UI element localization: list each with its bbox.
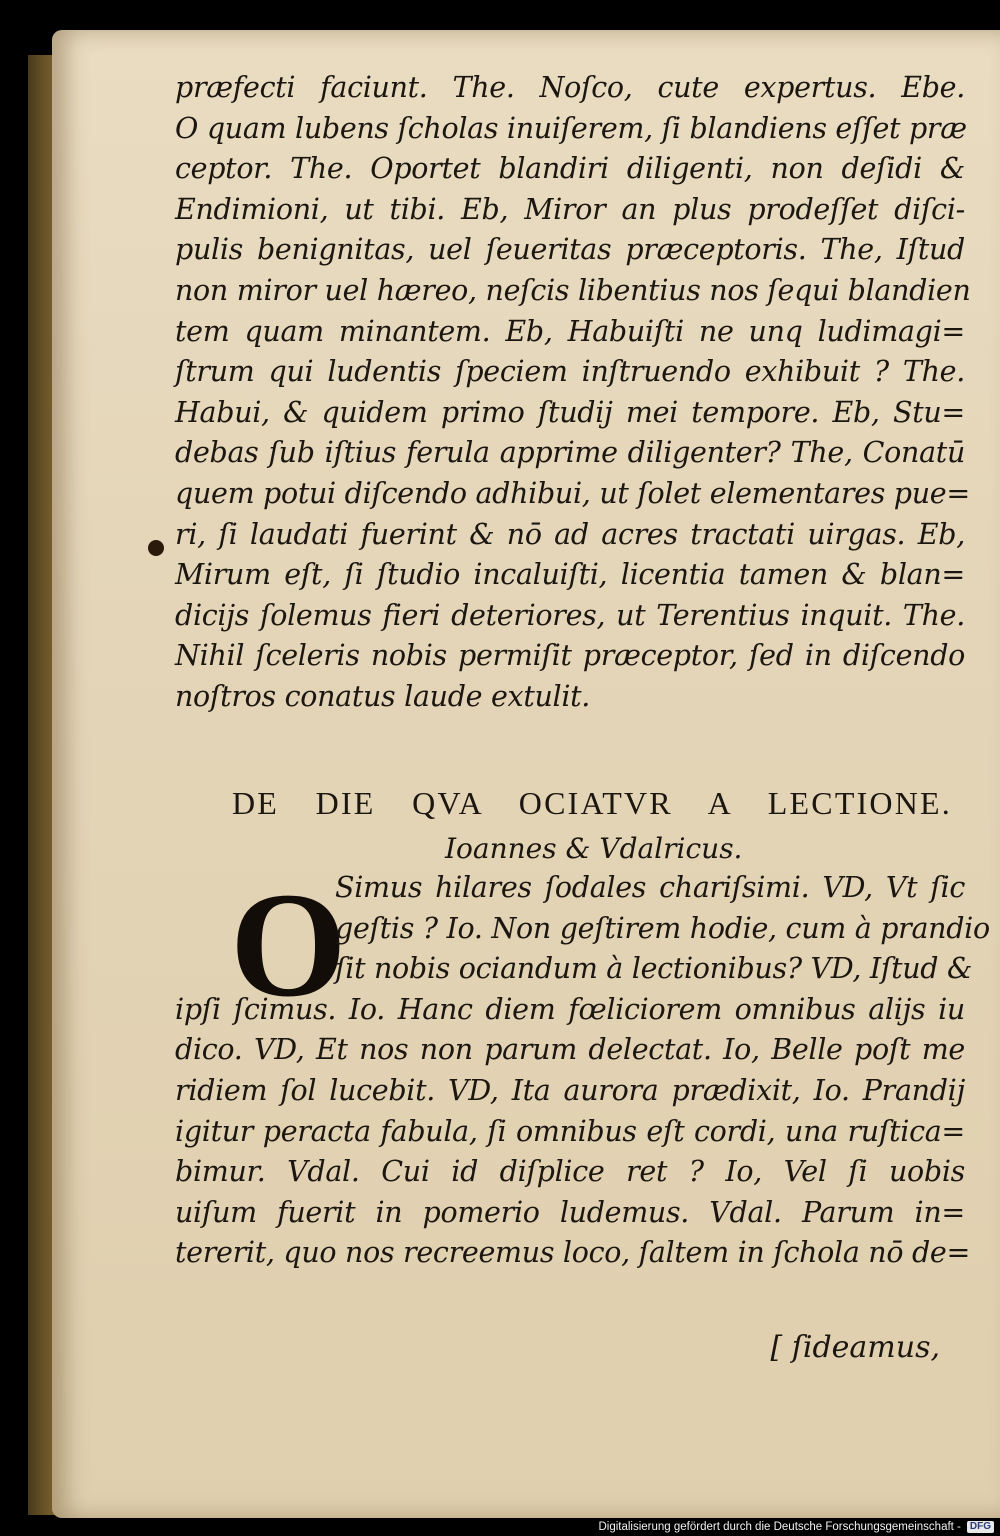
text-line: bimur. Vdal. Cui id diſplice ret ? Io, Vel ſi uobis [175,1155,965,1189]
text-line: quem potui diſcendo adhibui, ut ſolet elementares pue= [175,476,970,510]
text-line: Endimioni, ut tibi. Eb, Miror an plus prodeſſet diſci- [175,192,965,226]
digitization-footer [0,1518,1000,1536]
text-line: tererit, quo nos recreemus loco, ſaltem in ſchola nō de= [175,1236,971,1270]
text-line: Habui, & quidem primo ſtudij mei tempore. Eb, Stu= [175,395,965,429]
text-line: dico. VD, Et nos non parum delectat. Io, Belle poſt me [175,1033,965,1067]
catchword: [ ſideamus, [770,1330,940,1365]
text-line: Simus hilares ſodales chariſsimi. VD, Vt ſic [335,871,965,904]
ink-blot [148,540,164,556]
text-line: ipſi ſcimus. Io. Hanc diem fœliciorem omnibus alijs iu [175,992,965,1026]
text-line: debas ſub iſtius ferula apprime diligenter? The, Conatū [175,436,965,470]
text-line: tem quam minantem. Eb, Habuiſti ne unq ludimagi= [175,314,965,348]
text-line: noſtros conatus laude extulit. [175,679,591,713]
text-line: uiſum fuerit in pomerio ludemus. Vdal. Parum in= [175,1195,965,1229]
text-line: ſit nobis ociandum à lectionibus? VD, Iſtud & [335,952,973,986]
text-line: ridiem ſol lucebit. VD, Ita aurora prædixit, Io. Prandij [175,1073,965,1107]
section-heading: DE DIE QVA OCIATVR A LECTIONE. [232,785,952,821]
text-line: ceptor. The. Oportet blandiri diligenti, non deſidi & [175,152,965,186]
dialogue-text [175,862,990,1274]
text-line: dicijs ſolemus fieri deteriores, ut Terentius inquit. The. [175,598,965,632]
text-line: Nihil ſceleris nobis permiſit præceptor, ſed in diſcendo [175,639,965,673]
text-line: ſtrum qui ludentis ſpeciem inſtruendo exhibuit ? The. [175,355,965,389]
dfg-logo: DFG [967,1521,994,1533]
text-line: geſtis ? Io. Non geſtirem hodie, cum à prandio [335,911,990,945]
text-line: pulis benignitas, uel ſeueritas præceptoris. The, Iſtud [175,233,965,267]
footer-credit: Digitalisierung gefördert durch die Deutsche Forschungsgemeinschaft - [598,1521,961,1533]
body-text [175,68,971,718]
section-subheading: Ioannes & Vdalricus. [445,832,743,865]
text-line: præfecti faciunt. The. Noſco, cute expertus. Ebe. [175,71,965,104]
text-line: ri, ſi laudati fuerint & nō ad acres tractati uirgas. Eb, [175,517,965,551]
text-line: igitur peracta fabula, ſi omnibus eſt cordi, una ruſtica= [175,1114,965,1148]
text-line: Mirum eſt, ſi ſtudio incaluiſti, licentia tamen & blan= [175,558,965,592]
text-line: O quam lubens ſcholas inuiſerem, ſi blandiens eſſet præ [175,111,967,145]
drop-cap: O [230,862,347,1028]
text-line: non miror uel hæreo, neſcis libentius nos ſequi blandien [175,273,971,307]
